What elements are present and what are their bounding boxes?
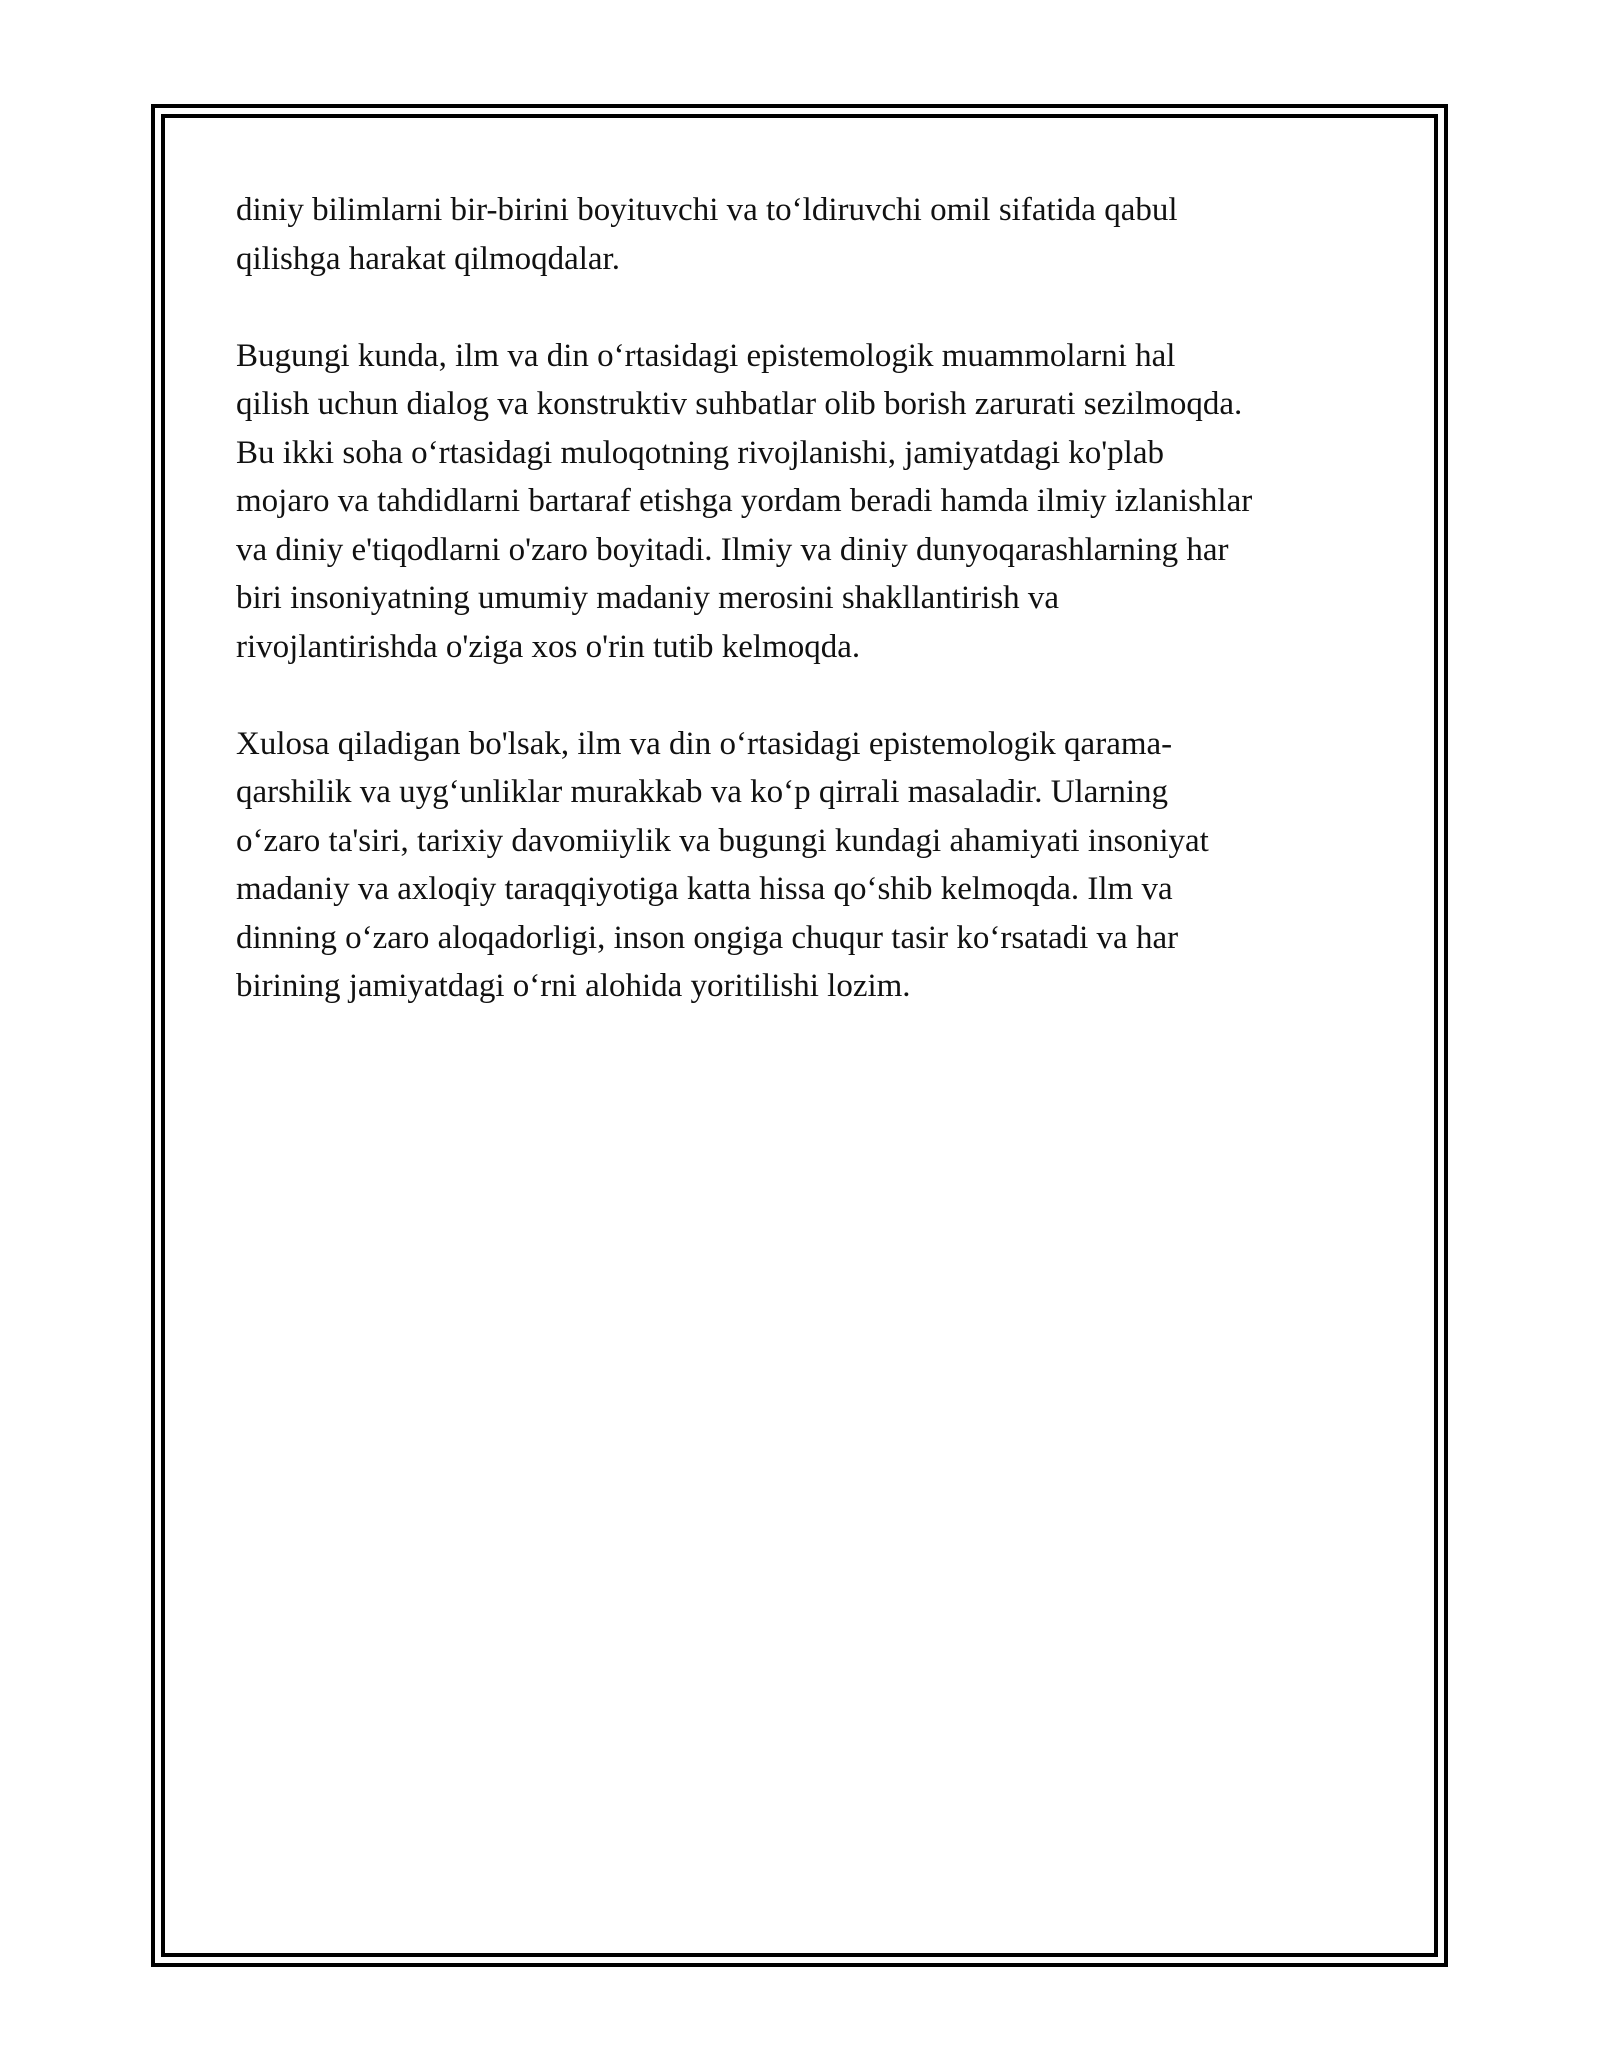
text-line: Xulosa qiladigan bo'lsak, ilm va din o‘rtasidagi epistemologik qarama- (236, 725, 1173, 762)
text-line: qilishga harakat qilmoqdalar. (236, 240, 620, 277)
text-line: rivojlantirishda o'ziga xos o'rin tutib kelmoqda. (236, 628, 861, 665)
text-line: qilish uchun dialog va konstruktiv suhbatlar olib borish zarurati sezilmoqda. (236, 386, 1243, 422)
text-line: mojaro va tahdidlarni bartaraf etishga yordam beradi hamda ilmiy izlanishlar (236, 483, 1253, 519)
text-line: qarshilik va uyg‘unliklar murakkab va ko‘p qirrali masaladir. Ularning (236, 774, 1168, 810)
paragraph-2 (236, 332, 1386, 672)
text-line: va diniy e'tiqodlarni o'zaro boyitadi. Ilmiy va diniy dunyoqarashlarning har (236, 531, 1229, 568)
document-body (236, 186, 1386, 1059)
text-line: diniy bilimlarni bir-birini boyituvchi va to‘ldiruvchi omil sifatida qabul (236, 192, 1178, 228)
text-line: dinning o‘zaro aloqadorligi, inson ongiga chuqur tasir ko‘rsatadi va har (236, 919, 1179, 956)
text-line: biri insoniyatning umumiy madaniy merosini shakllantirish va (236, 580, 1060, 616)
text-line: birining jamiyatdagi o‘rni alohida yoritilishi lozim. (236, 968, 911, 1004)
text-line: Bugungi kunda, ilm va din o‘rtasidagi epistemologik muammolarni hal (236, 337, 1176, 374)
paragraph-1 (236, 186, 1386, 283)
text-line: o‘zaro ta'siri, tarixiy davomiiylik va bugungi kundagi ahamiyati insoniyat (236, 822, 1209, 859)
paragraph-3 (236, 720, 1386, 1011)
text-line: madaniy va axloqiy taraqqiyotiga katta hissa qo‘shib kelmoqda. Ilm va (236, 871, 1173, 907)
text-line: Bu ikki soha o‘rtasidagi muloqotning rivojlanishi, jamiyatdagi ko'plab (236, 434, 1164, 471)
